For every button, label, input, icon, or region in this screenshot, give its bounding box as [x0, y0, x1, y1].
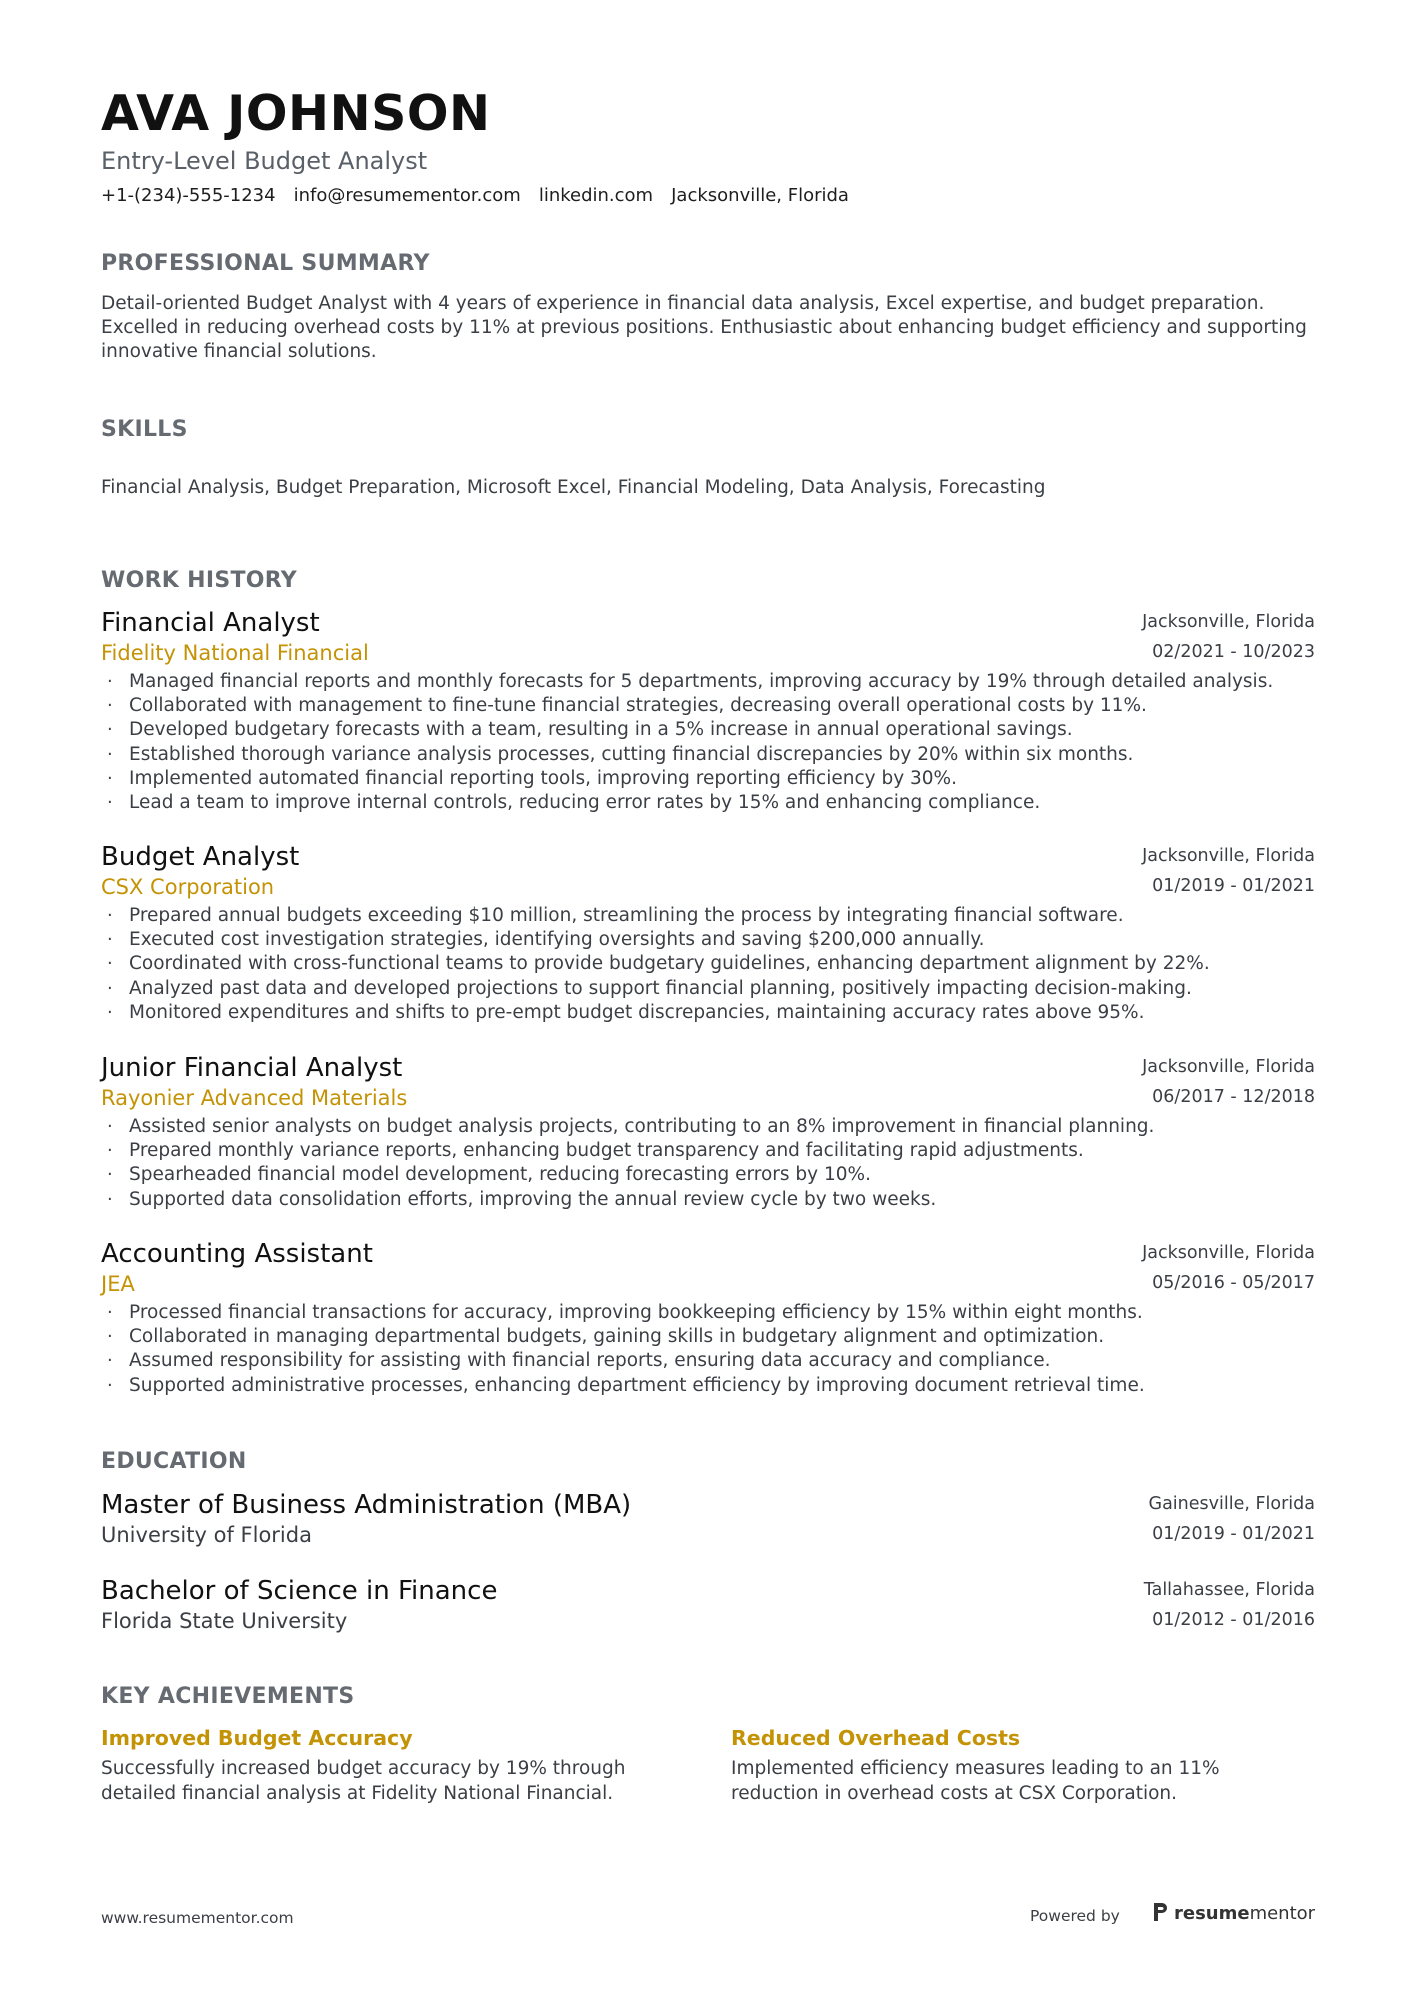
job-bullet: · Prepared annual budgets exceeding $10 million, streamlining the process by integrating financial software. — [101, 904, 1315, 928]
edu-degree: Master of Business Administration (MBA) — [101, 1490, 632, 1520]
job-bullet: · Assisted senior analysts on budget analysis projects, contributing to an 8% improvement in financial planning. — [101, 1115, 1315, 1139]
job-company: CSX Corporation — [101, 875, 275, 899]
edu-school: Florida State University — [101, 1609, 348, 1633]
achievement-title: Improved Budget Accuracy — [101, 1726, 413, 1750]
job-bullet: · Spearheaded financial model development, reducing forecasting errors by 10%. — [101, 1163, 1315, 1187]
job-dates: 02/2021 - 10/2023 — [1152, 642, 1315, 662]
job-bullet: · Developed budgetary forecasts with a team, resulting in a 5% increase in annual operational savings. — [101, 718, 1315, 742]
job-location: Jacksonville, Florida — [1142, 1057, 1315, 1077]
edu-location: Tallahassee, Florida — [1143, 1580, 1315, 1600]
brand-mark-icon — [1152, 1901, 1168, 1927]
job-dates: 05/2016 - 05/2017 — [1152, 1273, 1315, 1293]
job-bullets — [101, 670, 1315, 815]
achievement-title: Reduced Overhead Costs — [731, 1726, 1021, 1750]
job-bullet: · Monitored expenditures and shifts to pre-empt budget discrepancies, maintaining accuracy rates above 95%. — [101, 1001, 1315, 1025]
job-bullet: · Supported data consolidation efforts, improving the annual review cycle by two weeks. — [101, 1188, 1315, 1212]
skills-text: Financial Analysis, Budget Preparation, Microsoft Excel, Financial Modeling, Data Analysis, Forecasting — [101, 477, 1046, 498]
job-bullet: · Analyzed past data and developed projections to support financial planning, positively impacting decision-making. — [101, 977, 1315, 1001]
footer-url[interactable]: www.resumementor.com — [101, 1909, 294, 1927]
contact-line — [101, 183, 849, 209]
job-bullets — [101, 1115, 1315, 1212]
job-location: Jacksonville, Florida — [1142, 612, 1315, 632]
contact-linkedin[interactable]: linkedin.com — [538, 185, 654, 206]
education-heading: EDUCATION — [101, 1449, 247, 1474]
brand-name-light: mentor — [1249, 1903, 1316, 1924]
candidate-role: Entry-Level Budget Analyst — [101, 147, 428, 175]
job-bullet: · Supported administrative processes, enhancing department efficiency by improving document retrieval time. — [101, 1374, 1315, 1398]
job-bullet: · Executed cost investigation strategies, identifying oversights and saving $200,000 annually. — [101, 928, 1315, 952]
job-title: Budget Analyst — [101, 842, 300, 872]
skills-heading: SKILLS — [101, 417, 188, 442]
job-company: Fidelity National Financial — [101, 641, 369, 665]
footer-powered-by: Powered by — [1030, 1907, 1120, 1925]
job-company: JEA — [101, 1272, 135, 1296]
achievement-text: Implemented efficiency measures leading to an 11% reduction in overhead costs at CSX Corporation. — [731, 1758, 1220, 1804]
edu-dates: 01/2012 - 01/2016 — [1152, 1610, 1315, 1630]
edu-degree: Bachelor of Science in Finance — [101, 1576, 498, 1606]
education-entry — [101, 1490, 1315, 1552]
job-bullet: · Processed financial transactions for accuracy, improving bookkeeping efficiency by 15% within eight months. — [101, 1301, 1315, 1325]
job-entry — [101, 842, 1315, 1025]
job-bullet: · Collaborated with management to fine-tune financial strategies, decreasing overall operational costs by 11%. — [101, 694, 1315, 718]
candidate-name: AVA JOHNSON — [101, 85, 491, 142]
achievement-text: Successfully increased budget accuracy by 19% through detailed financial analysis at Fidelity National Financial. — [101, 1758, 626, 1804]
job-dates: 01/2019 - 01/2021 — [1152, 876, 1315, 896]
job-bullet: · Collaborated in managing departmental budgets, gaining skills in budgetary alignment and optimization. — [101, 1325, 1315, 1349]
edu-dates: 01/2019 - 01/2021 — [1152, 1524, 1315, 1544]
job-bullet: · Coordinated with cross-functional teams to provide budgetary guidelines, enhancing department alignment by 22%. — [101, 952, 1315, 976]
edu-school: University of Florida — [101, 1523, 312, 1547]
job-bullet: · Lead a team to improve internal controls, reducing error rates by 15% and enhancing compliance. — [101, 791, 1315, 815]
achievement-item — [731, 1725, 1291, 1806]
education-entry — [101, 1576, 1315, 1638]
job-location: Jacksonville, Florida — [1142, 846, 1315, 866]
job-location: Jacksonville, Florida — [1142, 1243, 1315, 1263]
achievement-item — [101, 1725, 661, 1806]
contact-email[interactable]: info@resumementor.com — [293, 185, 521, 206]
edu-location: Gainesville, Florida — [1148, 1494, 1315, 1514]
contact-phone[interactable]: +1-(234)-555-1234 — [101, 185, 276, 206]
job-dates: 06/2017 - 12/2018 — [1152, 1087, 1315, 1107]
job-entry — [101, 1053, 1315, 1212]
job-entry — [101, 608, 1315, 815]
achievements-heading: KEY ACHIEVEMENTS — [101, 1684, 355, 1709]
brand-name-bold: resume — [1174, 1903, 1250, 1924]
contact-location: Jacksonville, Florida — [671, 185, 849, 206]
job-bullet: · Managed financial reports and monthly forecasts for 5 departments, improving accuracy by 19% through detailed analysis. — [101, 670, 1315, 694]
job-bullet: · Established thorough variance analysis processes, cutting financial discrepancies by 20% within six months. — [101, 743, 1315, 767]
job-bullets — [101, 904, 1315, 1025]
brand-name — [1174, 1901, 1315, 1927]
summary-heading: PROFESSIONAL SUMMARY — [101, 251, 430, 276]
job-title: Accounting Assistant — [101, 1239, 373, 1269]
brand-logo[interactable] — [1152, 1901, 1315, 1927]
job-title: Financial Analyst — [101, 608, 320, 638]
job-bullet: · Prepared monthly variance reports, enhancing budget transparency and facilitating rapid adjustments. — [101, 1139, 1315, 1163]
job-entry — [101, 1239, 1315, 1398]
work-heading: WORK HISTORY — [101, 568, 298, 593]
job-bullet: · Implemented automated financial reporting tools, improving reporting efficiency by 30%. — [101, 767, 1315, 791]
job-title: Junior Financial Analyst — [101, 1053, 403, 1083]
job-bullet: · Assumed responsibility for assisting with financial reports, ensuring data accuracy and compliance. — [101, 1349, 1315, 1373]
summary-text: Detail-oriented Budget Analyst with 4 years of experience in financial data analysis, Excel expertise, and budget preparation. Excelled in reducing overhead costs by 11% at previous positions. Enthusiastic about enhancing budget efficiency and supporting innovative financial solutions. — [101, 293, 1307, 362]
job-bullets — [101, 1301, 1315, 1398]
job-company: Rayonier Advanced Materials — [101, 1086, 408, 1110]
